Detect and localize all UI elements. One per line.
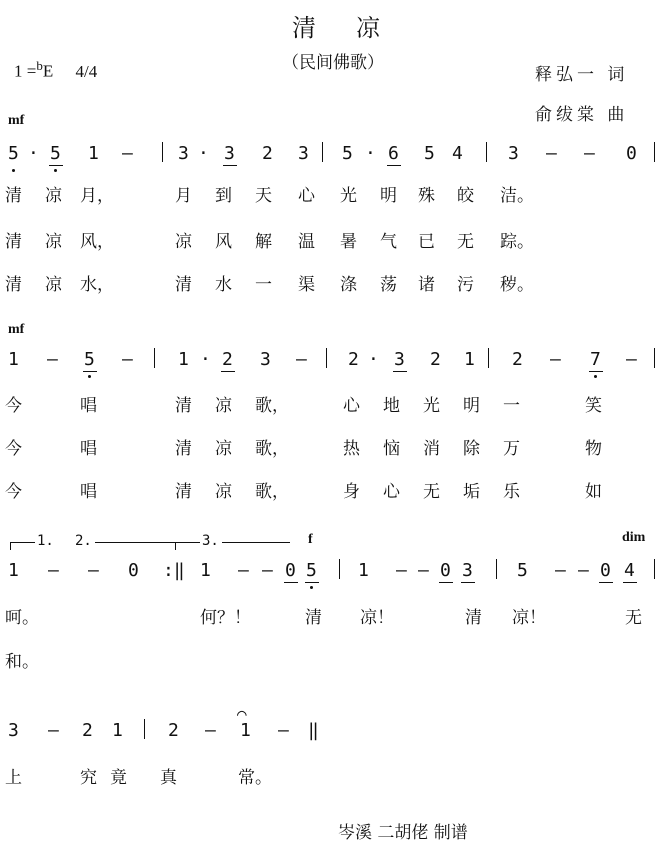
lyric-char: 已 [418,232,435,252]
note: ‖ [308,720,319,741]
lyric-char: 明 [463,396,480,416]
song-subtitle: （民间佛歌） [282,53,384,73]
note-underline [305,582,319,583]
note: 3 [462,560,473,581]
note-underline [221,371,235,372]
bar-line [339,559,340,579]
lyric-char: 如 [585,482,602,502]
lyric-char: 清 [175,439,192,459]
volta-bracket [175,542,200,543]
note: 5 [424,143,435,164]
bar-line [162,142,163,162]
note: 0 [128,560,139,581]
lyric-char: 凉 [215,482,232,502]
lyric-char: 万 [503,439,520,459]
bar-line [654,142,655,162]
note: · [28,143,39,164]
lyric-char: 风 [215,232,232,252]
bar-line [496,559,497,579]
note-underline [439,582,453,583]
lyric-char: 温 [298,232,315,252]
note: 5 [8,143,19,164]
note: 4 [624,560,635,581]
note: 2 [222,349,233,370]
lyric-char: 歌， [255,439,289,459]
lyric-char: 渠 [298,275,315,295]
note: — [396,560,407,581]
lyric-char: 解 [255,232,272,252]
lyric-char: 凉 [215,396,232,416]
lyric-char: 常。 [238,768,272,788]
note: 2 [348,349,359,370]
lyric-char: 到 [215,186,232,206]
note: 2 [168,720,179,741]
lyric-char: 凉 [175,232,192,252]
lyric-char: 凉 [45,275,62,295]
note: · [365,143,376,164]
lyric-char: 暑 [340,232,357,252]
lyric-char: 唱 [80,482,97,502]
bar-line [326,348,327,368]
note: 0 [440,560,451,581]
lyric-char: 凉 [45,232,62,252]
note: — [555,560,566,581]
note: 3 [508,143,519,164]
lyric-char: 竟 [110,768,127,788]
lyric-char: 心 [383,482,400,502]
note: — [122,143,133,164]
note: 6 [388,143,399,164]
lyric-char: 究 [80,768,97,788]
bar-line [488,348,489,368]
lyric-char: 一 [255,275,272,295]
note: 2 [82,720,93,741]
lyric-char: 凉！ [360,608,394,628]
note-underline [393,371,407,372]
note: — [584,143,595,164]
note-underline [599,582,613,583]
lyric-char: 光 [340,186,357,206]
note-underline [387,165,401,166]
note: 7 [590,349,601,370]
dynamic-mark: f [308,532,313,547]
lyric-char: 诸 [418,275,435,295]
lyric-char: 今 [5,482,22,502]
lyric-char: 恼 [383,439,400,459]
lyric-char: 心 [298,186,315,206]
note: — [418,560,429,581]
key-signature [14,58,97,82]
octave-dot-low [310,586,313,589]
octave-dot-low [12,169,15,172]
bar-line [654,559,655,579]
lyric-char: 今 [5,439,22,459]
lyric-char: 歌， [255,482,289,502]
key-prefix: 1 = [14,61,37,81]
note: 1 [8,349,19,370]
lyric-char: 上 [5,768,22,788]
song-title: 清凉 [292,14,420,42]
note: — [626,349,637,370]
lyricist-credit: 释弘一 词 [535,65,629,85]
note: — [122,349,133,370]
note: — [238,560,249,581]
note: 4 [452,143,463,164]
lyric-char: 歌， [255,396,289,416]
note: 1 [8,560,19,581]
note: — [578,560,589,581]
note: 1 [464,349,475,370]
note: 5 [50,143,61,164]
lyric-char: 今 [5,396,22,416]
lyric-char: 水， [80,275,114,295]
lyric-char: 涤 [340,275,357,295]
lyric-char: 无 [423,482,440,502]
lyric-char: 月 [175,186,192,206]
lyric-char: 清 [5,232,22,252]
note: 2 [430,349,441,370]
lyric-char: 垢 [463,482,480,502]
lyric-char: 气 [380,232,397,252]
lyric-char: 一 [503,396,520,416]
lyric-char: 无 [457,232,474,252]
volta-bracket [222,542,290,543]
volta-bracket [175,542,176,550]
note: 1 [240,720,251,741]
note: 2 [262,143,273,164]
note: · [198,143,209,164]
fermata-mark: ⌒ [237,704,247,723]
lyric-char: 笑 [585,396,602,416]
lyric-char: 和。 [5,652,39,672]
lyric-char: 清 [465,608,482,628]
dynamic-mark: mf [8,113,25,128]
note: — [278,720,289,741]
lyric-char: 清 [175,482,192,502]
lyric-char: 热 [343,439,360,459]
note-underline [623,582,637,583]
lyric-char: 秽。 [500,275,534,295]
lyric-char: 风， [80,232,114,252]
bar-line [154,348,155,368]
lyric-char: 殊 [418,186,435,206]
lyric-char: 明 [380,186,397,206]
lyric-char: 清 [5,186,22,206]
transcriber-credit: 岑溪 二胡佬 制谱 [338,823,468,843]
note: 3 [260,349,271,370]
note: — [205,720,216,741]
lyric-char: 清 [5,275,22,295]
note: — [262,560,273,581]
lyric-char: 真 [160,768,177,788]
lyric-char: 唱 [80,439,97,459]
note: 3 [224,143,235,164]
note: 5 [342,143,353,164]
lyric-char: 清 [305,608,322,628]
volta-label-2: 2. [75,533,92,549]
lyric-char: 踪。 [500,232,534,252]
key-note: E [42,61,54,81]
octave-dot-low [88,375,91,378]
note: — [48,560,59,581]
lyric-char: 凉 [45,186,62,206]
lyric-char: 身 [343,482,360,502]
note: 5 [84,349,95,370]
lyric-char: 天 [255,186,272,206]
lyric-char: 水 [215,275,232,295]
volta-label-3: 3. [202,533,219,549]
note-underline [83,371,97,372]
lyric-char: 物 [585,439,602,459]
note: — [48,720,59,741]
note: 3 [394,349,405,370]
time-signature: 4/4 [75,61,98,81]
lyric-char: 消 [423,439,440,459]
bar-line [322,142,323,162]
note: · [200,349,211,370]
lyric-char: 地 [383,396,400,416]
lyric-char: 洁。 [500,186,534,206]
dynamic-mark: dim [622,530,646,545]
note: — [88,560,99,581]
note: 1 [112,720,123,741]
note: 1 [178,349,189,370]
note: 1 [88,143,99,164]
note: 3 [8,720,19,741]
lyric-char: 呵。 [5,608,39,628]
octave-dot-low [54,169,57,172]
note: 5 [517,560,528,581]
volta-bracket [95,542,175,543]
note-underline [49,165,63,166]
dynamic-mark: mf [8,322,25,337]
note-underline [461,582,475,583]
bar-line [144,719,145,739]
note: 5 [306,560,317,581]
note: — [47,349,58,370]
lyric-char: 清 [175,396,192,416]
lyric-char: 月， [80,186,114,206]
key-flat: b [36,58,43,73]
note-underline [284,582,298,583]
note: — [550,349,561,370]
note: 0 [285,560,296,581]
lyric-char: 无 [625,608,642,628]
note: :‖ [163,560,185,581]
lyric-char: 污 [457,275,474,295]
note: · [368,349,379,370]
note: 0 [600,560,611,581]
note: — [296,349,307,370]
lyric-char: 除 [463,439,480,459]
lyric-char: 何？！ [200,608,251,628]
lyric-char: 皎 [457,186,474,206]
note: 1 [358,560,369,581]
lyric-char: 荡 [380,275,397,295]
note: 3 [178,143,189,164]
note-underline [589,371,603,372]
lyric-char: 清 [175,275,192,295]
note: 3 [298,143,309,164]
volta-bracket [10,542,11,550]
bar-line [486,142,487,162]
note-underline [223,165,237,166]
bar-line [654,348,655,368]
lyric-char: 光 [423,396,440,416]
note: — [546,143,557,164]
octave-dot-low [594,375,597,378]
volta-label-1: 1. [37,533,54,549]
volta-bracket [10,542,35,543]
lyric-char: 唱 [80,396,97,416]
lyric-char: 凉！ [512,608,546,628]
lyric-char: 乐 [503,482,520,502]
composer-credit: 俞绂棠 曲 [535,105,629,125]
note: 2 [512,349,523,370]
lyric-char: 心 [343,396,360,416]
note: 0 [626,143,637,164]
lyric-char: 凉 [215,439,232,459]
note: 1 [200,560,211,581]
